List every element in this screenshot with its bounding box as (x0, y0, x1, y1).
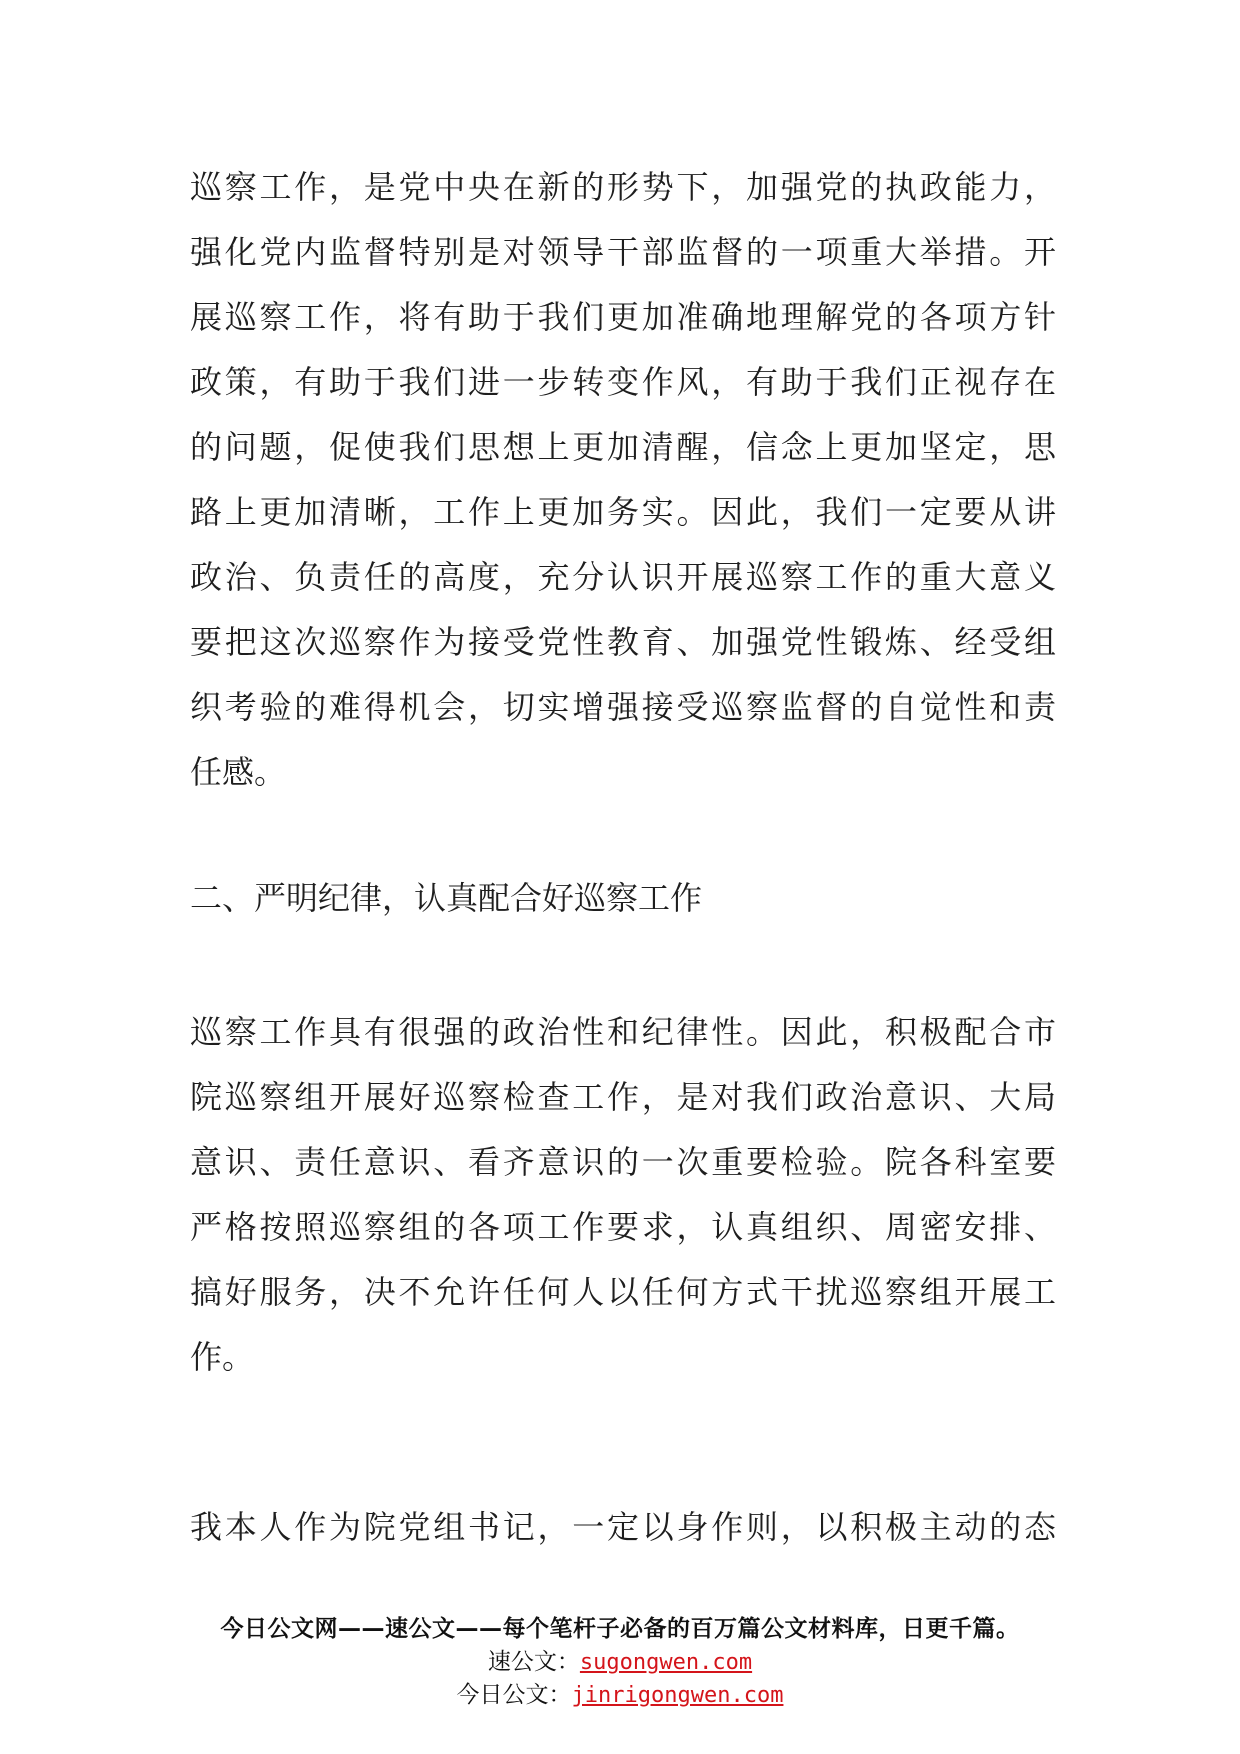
paragraph-3 (190, 1495, 1056, 1560)
footer-site-1 (0, 1646, 1240, 1679)
paragraph-1-line: 展巡察工作，将有助于我们更加准确地理解党的各项方针 (190, 298, 1056, 336)
footer-site-1-label: 速公文： (487, 1649, 580, 1675)
paragraph-2-line: 作。 (190, 1338, 255, 1376)
paragraph-2-line: 搞好服务，决不允许任何人以任何方式干扰巡察组开展工 (190, 1273, 1056, 1311)
paragraph-1-line: 政策，有助于我们进一步转变作风，有助于我们正视存在 (190, 363, 1056, 401)
paragraph-2-line: 巡察工作具有很强的政治性和纪律性。因此，积极配合市 (190, 1013, 1056, 1051)
paragraph-1-line: 巡察工作，是党中央在新的形势下，加强党的执政能力， (190, 168, 1056, 206)
footer-tagline: 今日公文网——速公文——每个笔杆子必备的百万篇公文材料库，日更千篇。 (220, 1616, 1020, 1642)
paragraph-1-line: 织考验的难得机会，切实增强接受巡察监督的自觉性和责 (190, 688, 1056, 726)
section-heading-2 (190, 866, 1056, 931)
paragraph-2-line: 严格按照巡察组的各项工作要求，认真组织、周密安排、 (190, 1208, 1056, 1246)
paragraph-1-line: 任感。 (190, 753, 287, 791)
page-footer (0, 1613, 1240, 1712)
footer-site-2-link[interactable]: jinrigongwen.com (571, 1683, 784, 1708)
paragraph-1-line: 强化党内监督特别是对领导干部监督的一项重大举措。开 (190, 233, 1056, 271)
footer-site-1-link[interactable]: sugongwen.com (579, 1650, 753, 1675)
paragraph-1-line: 要把这次巡察作为接受党性教育、加强党性锻炼、经受组 (190, 623, 1056, 661)
paragraph-2-line: 院巡察组开展好巡察检查工作，是对我们政治意识、大局 (190, 1078, 1056, 1116)
footer-site-2 (0, 1679, 1240, 1712)
section-heading-text: 二、严明纪律，认真配合好巡察工作 (190, 879, 703, 917)
paragraph-1-line: 路上更加清晰，工作上更加务实。因此，我们一定要从讲 (190, 493, 1056, 531)
footer-site-2-label: 今日公文： (456, 1682, 572, 1708)
paragraph-1-line: 的问题，促使我们思想上更加清醒，信念上更加坚定，思 (190, 428, 1056, 466)
paragraph-2-line: 意识、责任意识、看齐意识的一次重要检验。院各科室要 (190, 1143, 1056, 1181)
paragraph-3-line: 我本人作为院党组书记，一定以身作则，以积极主动的态 (190, 1508, 1056, 1546)
paragraph-2 (190, 1000, 1056, 1390)
paragraph-1-line: 政治、负责任的高度，充分认识开展巡察工作的重大意义 (190, 558, 1056, 596)
paragraph-1 (190, 155, 1056, 805)
